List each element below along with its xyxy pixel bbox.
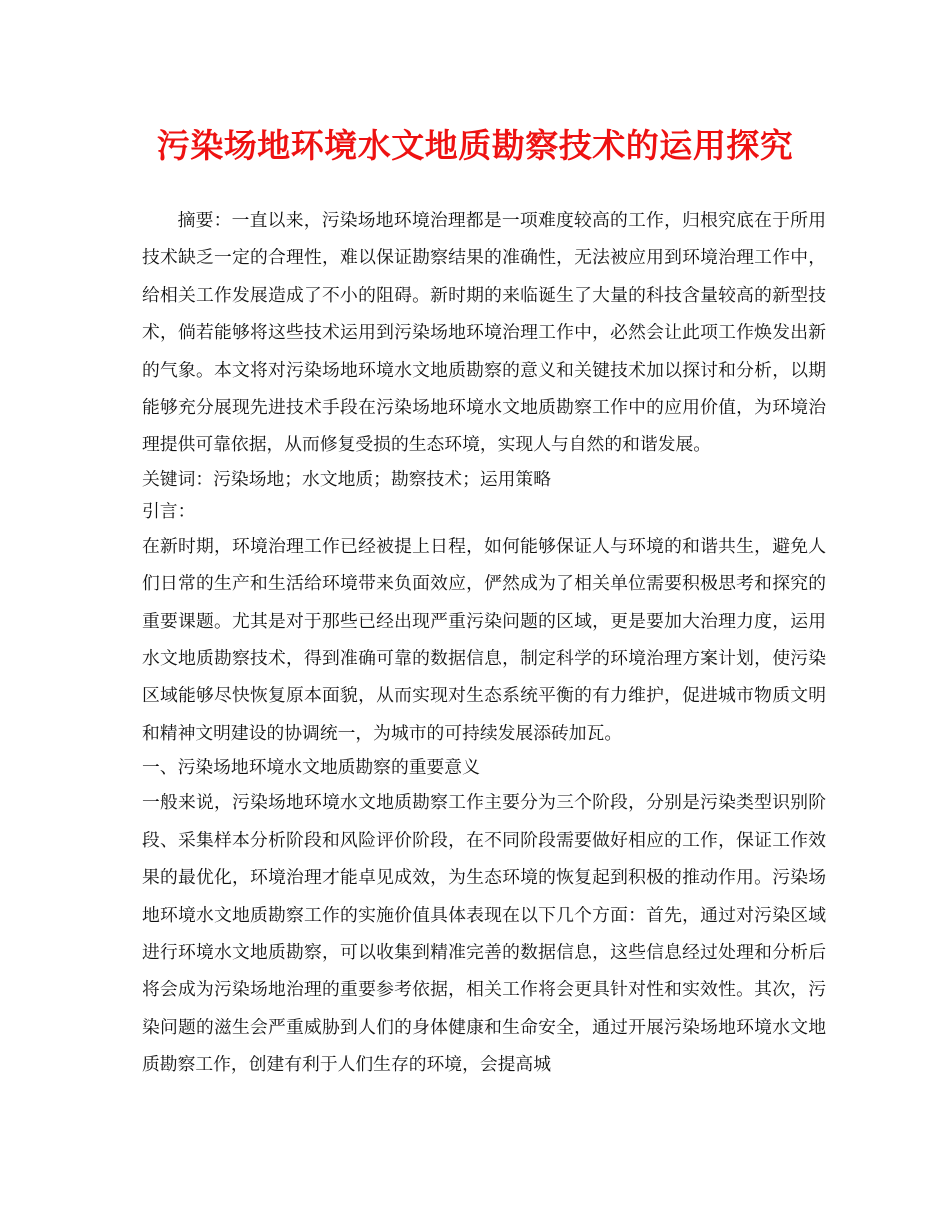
section-1-heading: 一、污染场地环境水文地质勘察的重要意义	[142, 757, 480, 779]
document-body	[142, 202, 826, 1084]
document-title: 污染场地环境水文地质勘察技术的运用探究	[156, 126, 794, 165]
intro-paragraph: 在新时期，环境治理工作已经被提上日程，如何能够保证人与环境的和谐共生，避免人们日常的生产和生活给环境带来负面效应，俨然成为了相关单位需要积极思考和探究的重要课题。尤其是对于那些已经出现严重污染问题的区域，更是要加大治理力度，运用水文地质勘察技术，得到准确可靠的数据信息，制定科学的环境治理方案计划，使污染区域能够尽快恢复原本面貌，从而实现对生态系统平衡的有力维护，促进城市物质文明和精神文明建设的协调统一，为城市的可持续发展添砖加瓦。	[142, 535, 826, 744]
intro-heading: 引言：	[142, 500, 196, 522]
keywords-line: 关键词：污染场地；水文地质；勘察技术；运用策略	[142, 468, 551, 490]
section-1-paragraph: 一般来说，污染场地环境水文地质勘察工作主要分为三个阶段，分别是污染类型识别阶段、采集样本分析阶段和风险评价阶段，在不同阶段需要做好相应的工作，保证工作效果的最优化，环境治理才能卓见成效，为生态环境的恢复起到积极的推动作用。污染场地环境水文地质勘察工作的实施价值具体表现在以下几个方面：首先，通过对污染区域进行环境水文地质勘察，可以收集到精准完善的数据信息，这些信息经过处理和分析后将会成为污染场地治理的重要参考依据，相关工作将会更具针对性和实效性。其次，污染问题的滋生会严重威胁到人们的身体健康和生命安全，通过开展污染场地环境水文地质勘察工作，创建有利于人们生存的环境，会提高城	[142, 792, 826, 1076]
abstract-paragraph: 摘要：一直以来，污染场地环境治理都是一项难度较高的工作，归根究底在于所用技术缺乏一定的合理性，难以保证勘察结果的准确性，无法被应用到环境治理工作中，给相关工作发展造成了不小的阻碍。新时期的来临诞生了大量的科技含量较高的新型技术，倘若能够将这些技术运用到污染场地环境治理工作中，必然会让此项工作焕发出新的气象。本文将对污染场地环境水文地质勘察的意义和关键技术加以探讨和分析，以期能够充分展现先进技术手段在污染场地环境水文地质勘察工作中的应用价值，为环境治理提供可靠依据，从而修复受损的生态环境，实现人与自然的和谐发展。	[142, 210, 826, 456]
